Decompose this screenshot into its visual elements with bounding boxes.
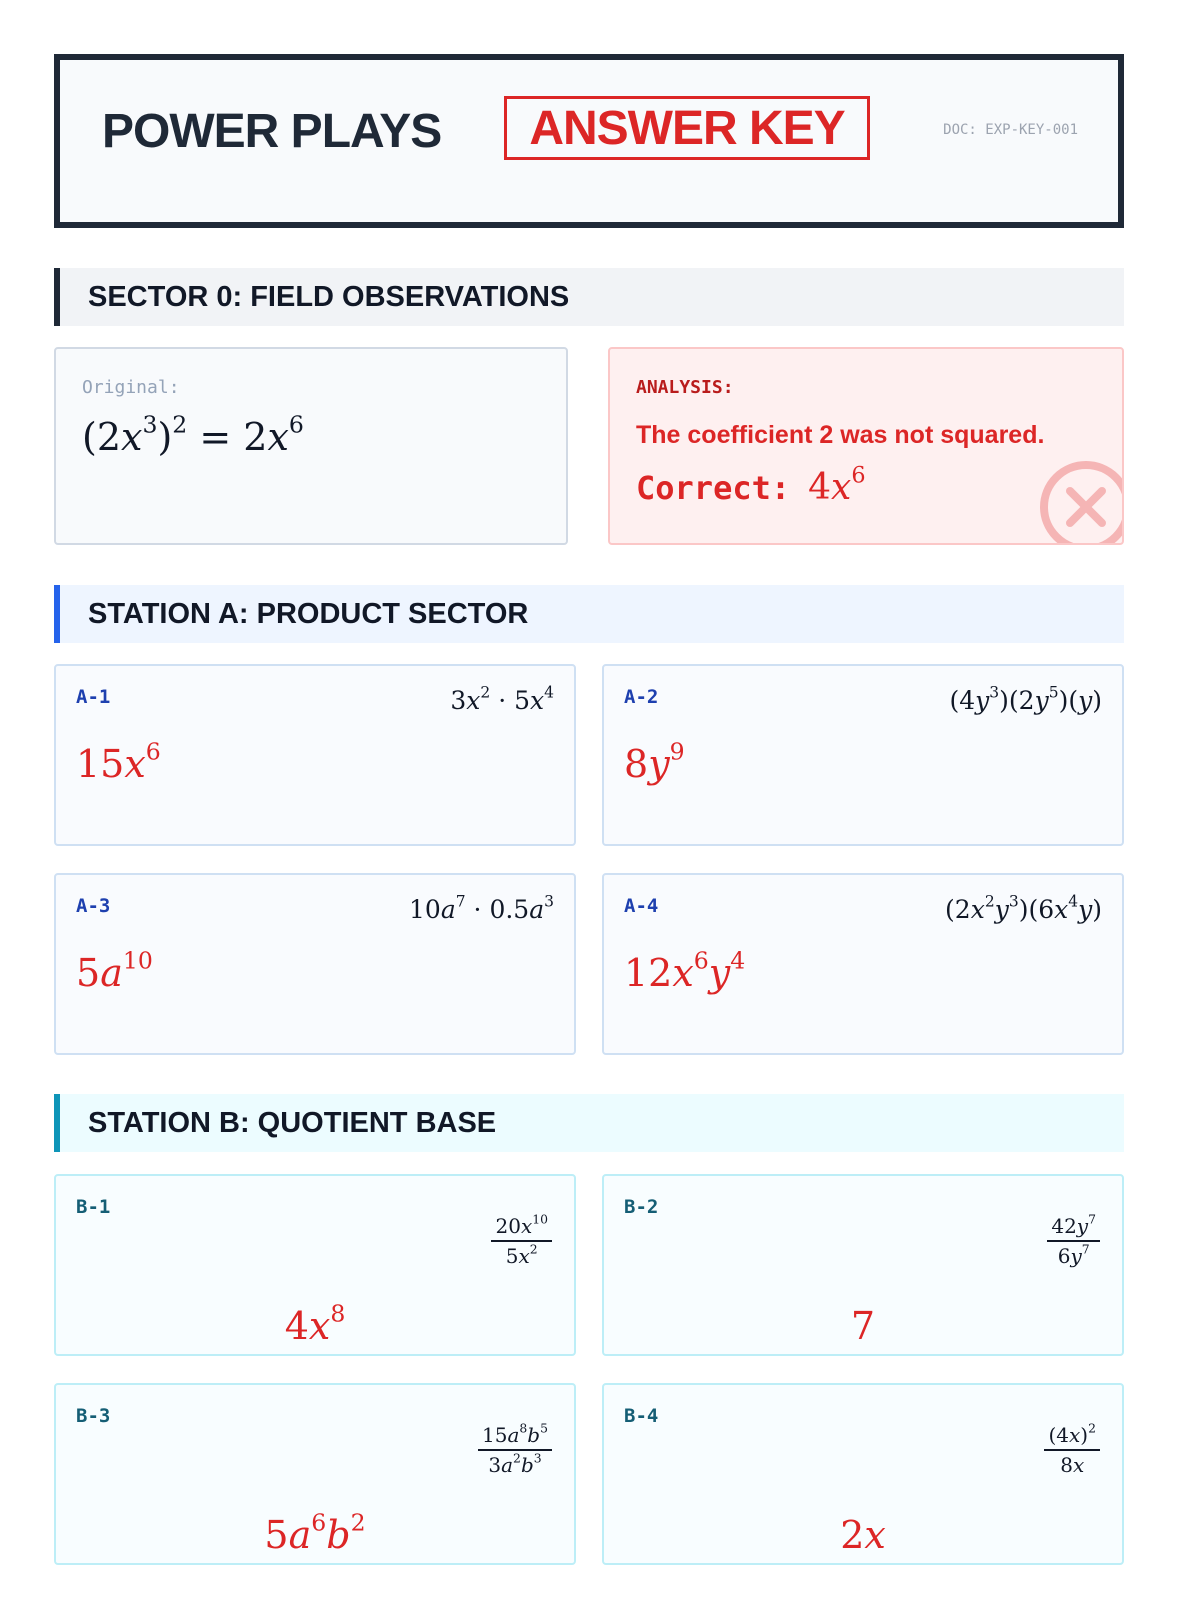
section-field-observations: SECTOR 0: FIELD OBSERVATIONS [54, 268, 1124, 326]
doc-id: DOC: EXP-KEY-001 [943, 122, 1078, 138]
problem-id: A-3 [76, 895, 111, 917]
correct-answer [636, 462, 866, 508]
problem-card-a1 [54, 664, 576, 846]
problem-fraction: $\frac{20x^{10}}{5x^2}$ [491, 1214, 552, 1268]
problem-id: A-2 [624, 686, 659, 708]
worksheet-header [54, 54, 1124, 228]
problem-answer: $5a^6b^2$ [264, 1508, 366, 1557]
analysis-message: The coefficient 2 was not squared. [636, 421, 1045, 449]
problem-answer: $12x^6y^4$ [624, 946, 746, 995]
original-label: Original: [82, 377, 180, 398]
problem-fraction: $\frac{42y^7}{6y^7}$ [1047, 1214, 1100, 1268]
problem-answer: 7 [850, 1304, 876, 1348]
original-equation: $(2x^3)^2 = 2x^6$ [82, 410, 304, 459]
problem-id: A-1 [76, 686, 111, 708]
correct-expression: $4x^6$ [808, 462, 866, 508]
problem-expression: $(4y^3)(2y^5)(y)$ [949, 683, 1102, 715]
problem-expression: $3x^2 \cdot 5x^4$ [450, 683, 554, 715]
problem-card-a3 [54, 873, 576, 1055]
problem-answer: $5a^{10}$ [76, 946, 153, 995]
analysis-card [608, 347, 1124, 545]
problem-expression: $10a^7 \cdot 0.5a^3$ [409, 892, 554, 924]
section-station-a: STATION A: PRODUCT SECTOR [54, 585, 1124, 643]
problem-id: B-4 [624, 1405, 659, 1427]
problem-expression: $(2x^2y^3)(6x^4y)$ [945, 892, 1102, 924]
worksheet-title: POWER PLAYS [102, 105, 442, 158]
problem-card-b2 [602, 1174, 1124, 1356]
problem-id: B-2 [624, 1196, 659, 1218]
problem-id: A-4 [624, 895, 659, 917]
problem-answer: $8y^9$ [624, 737, 685, 786]
problem-id: B-3 [76, 1405, 111, 1427]
problem-fraction: $\frac{(4x)^2}{8x}$ [1044, 1423, 1100, 1477]
section-station-b: STATION B: QUOTIENT BASE [54, 1094, 1124, 1152]
problem-answer: $4x^8$ [284, 1299, 346, 1348]
problem-card-a2 [602, 664, 1124, 846]
x-circle-icon [1036, 457, 1124, 545]
analysis-label: ANALYSIS: [636, 377, 734, 398]
problem-fraction: $\frac{15a^8b^5}{3a^2b^3}$ [478, 1423, 552, 1477]
problem-answer: 2x [840, 1513, 886, 1557]
problem-card-b3 [54, 1383, 576, 1565]
problem-answer: $15x^6$ [76, 737, 161, 786]
correct-label: Correct: [636, 469, 791, 507]
problem-card-a4 [602, 873, 1124, 1055]
problem-card-b1 [54, 1174, 576, 1356]
original-card [54, 347, 568, 545]
problem-id: B-1 [76, 1196, 111, 1218]
answer-key-stamp: ANSWER KEY [504, 96, 870, 160]
problem-card-b4 [602, 1383, 1124, 1565]
